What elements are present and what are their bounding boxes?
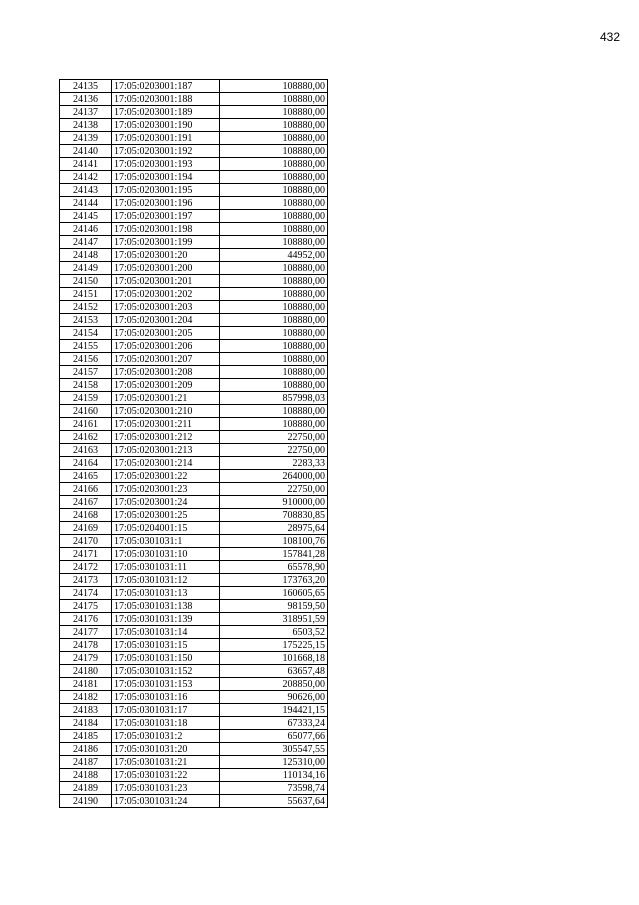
row-number-cell: 24186 bbox=[60, 743, 112, 756]
table-row bbox=[60, 340, 328, 353]
cadastral-number-cell: 17:05:0301031:139 bbox=[112, 613, 220, 626]
table-row bbox=[60, 405, 328, 418]
cadastral-value-cell: 194421,15 bbox=[220, 704, 328, 717]
cadastral-number-cell: 17:05:0203001:23 bbox=[112, 483, 220, 496]
cadastral-number-cell: 17:05:0203001:187 bbox=[112, 80, 220, 93]
cadastral-number-cell: 17:05:0301031:2 bbox=[112, 730, 220, 743]
table-row bbox=[60, 314, 328, 327]
cadastral-number-cell: 17:05:0301031:20 bbox=[112, 743, 220, 756]
table-row bbox=[60, 418, 328, 431]
cadastral-number-cell: 17:05:0203001:195 bbox=[112, 184, 220, 197]
row-number-cell: 24136 bbox=[60, 93, 112, 106]
cadastral-number-cell: 17:05:0203001:198 bbox=[112, 223, 220, 236]
row-number-cell: 24187 bbox=[60, 756, 112, 769]
table-row bbox=[60, 132, 328, 145]
row-number-cell: 24161 bbox=[60, 418, 112, 431]
row-number-cell: 24181 bbox=[60, 678, 112, 691]
row-number-cell: 24144 bbox=[60, 197, 112, 210]
table-row bbox=[60, 262, 328, 275]
row-number-cell: 24148 bbox=[60, 249, 112, 262]
cadastral-value-cell: 108880,00 bbox=[220, 184, 328, 197]
cadastral-value-cell: 6503,52 bbox=[220, 626, 328, 639]
cadastral-value-cell: 108880,00 bbox=[220, 314, 328, 327]
cadastral-number-cell: 17:05:0203001:20 bbox=[112, 249, 220, 262]
cadastral-number-cell: 17:05:0301031:12 bbox=[112, 574, 220, 587]
table-row bbox=[60, 535, 328, 548]
cadastral-value-table bbox=[59, 79, 328, 808]
table-row bbox=[60, 665, 328, 678]
cadastral-value-cell: 264000,00 bbox=[220, 470, 328, 483]
cadastral-number-cell: 17:05:0203001:194 bbox=[112, 171, 220, 184]
table-row bbox=[60, 301, 328, 314]
row-number-cell: 24170 bbox=[60, 535, 112, 548]
cadastral-value-cell: 108880,00 bbox=[220, 405, 328, 418]
cadastral-number-cell: 17:05:0203001:193 bbox=[112, 158, 220, 171]
cadastral-number-cell: 17:05:0203001:199 bbox=[112, 236, 220, 249]
cadastral-value-cell: 175225,15 bbox=[220, 639, 328, 652]
table-row bbox=[60, 327, 328, 340]
row-number-cell: 24135 bbox=[60, 80, 112, 93]
row-number-cell: 24180 bbox=[60, 665, 112, 678]
cadastral-number-cell: 17:05:0203001:24 bbox=[112, 496, 220, 509]
row-number-cell: 24183 bbox=[60, 704, 112, 717]
cadastral-value-cell: 108880,00 bbox=[220, 93, 328, 106]
table-row bbox=[60, 548, 328, 561]
cadastral-number-cell: 17:05:0301031:18 bbox=[112, 717, 220, 730]
cadastral-number-cell: 17:05:0301031:16 bbox=[112, 691, 220, 704]
row-number-cell: 24156 bbox=[60, 353, 112, 366]
cadastral-number-cell: 17:05:0301031:17 bbox=[112, 704, 220, 717]
row-number-cell: 24166 bbox=[60, 483, 112, 496]
row-number-cell: 24153 bbox=[60, 314, 112, 327]
cadastral-number-cell: 17:05:0203001:210 bbox=[112, 405, 220, 418]
cadastral-value-cell: 125310,00 bbox=[220, 756, 328, 769]
cadastral-number-cell: 17:05:0301031:14 bbox=[112, 626, 220, 639]
cadastral-value-cell: 108100,76 bbox=[220, 535, 328, 548]
cadastral-number-cell: 17:05:0301031:152 bbox=[112, 665, 220, 678]
table-row bbox=[60, 145, 328, 158]
row-number-cell: 24150 bbox=[60, 275, 112, 288]
cadastral-number-cell: 17:05:0204001:15 bbox=[112, 522, 220, 535]
cadastral-value-cell: 108880,00 bbox=[220, 132, 328, 145]
table-row bbox=[60, 743, 328, 756]
row-number-cell: 24164 bbox=[60, 457, 112, 470]
cadastral-value-cell: 101668,18 bbox=[220, 652, 328, 665]
table-row bbox=[60, 769, 328, 782]
table-row bbox=[60, 652, 328, 665]
table-row bbox=[60, 613, 328, 626]
table-row bbox=[60, 119, 328, 132]
cadastral-number-cell: 17:05:0203001:207 bbox=[112, 353, 220, 366]
cadastral-value-cell: 65077,66 bbox=[220, 730, 328, 743]
row-number-cell: 24173 bbox=[60, 574, 112, 587]
row-number-cell: 24172 bbox=[60, 561, 112, 574]
cadastral-number-cell: 17:05:0203001:205 bbox=[112, 327, 220, 340]
cadastral-value-cell: 157841,28 bbox=[220, 548, 328, 561]
table-row bbox=[60, 639, 328, 652]
cadastral-value-cell: 108880,00 bbox=[220, 301, 328, 314]
cadastral-number-cell: 17:05:0203001:204 bbox=[112, 314, 220, 327]
cadastral-value-cell: 173763,20 bbox=[220, 574, 328, 587]
table-row bbox=[60, 730, 328, 743]
cadastral-number-cell: 17:05:0203001:197 bbox=[112, 210, 220, 223]
cadastral-number-cell: 17:05:0203001:203 bbox=[112, 301, 220, 314]
table-row bbox=[60, 80, 328, 93]
row-number-cell: 24160 bbox=[60, 405, 112, 418]
cadastral-value-cell: 108880,00 bbox=[220, 262, 328, 275]
cadastral-number-cell: 17:05:0301031:150 bbox=[112, 652, 220, 665]
cadastral-value-cell: 108880,00 bbox=[220, 236, 328, 249]
cadastral-number-cell: 17:05:0301031:23 bbox=[112, 782, 220, 795]
table-row bbox=[60, 600, 328, 613]
row-number-cell: 24190 bbox=[60, 795, 112, 808]
row-number-cell: 24145 bbox=[60, 210, 112, 223]
cadastral-value-cell: 108880,00 bbox=[220, 418, 328, 431]
table-row bbox=[60, 522, 328, 535]
table-row bbox=[60, 574, 328, 587]
table-row bbox=[60, 379, 328, 392]
row-number-cell: 24138 bbox=[60, 119, 112, 132]
table-row bbox=[60, 392, 328, 405]
row-number-cell: 24174 bbox=[60, 587, 112, 600]
row-number-cell: 24155 bbox=[60, 340, 112, 353]
row-number-cell: 24188 bbox=[60, 769, 112, 782]
cadastral-number-cell: 17:05:0203001:214 bbox=[112, 457, 220, 470]
table-row bbox=[60, 678, 328, 691]
cadastral-value-cell: 108880,00 bbox=[220, 223, 328, 236]
cadastral-value-cell: 63657,48 bbox=[220, 665, 328, 678]
row-number-cell: 24139 bbox=[60, 132, 112, 145]
row-number-cell: 24171 bbox=[60, 548, 112, 561]
cadastral-number-cell: 17:05:0203001:201 bbox=[112, 275, 220, 288]
table-row bbox=[60, 782, 328, 795]
cadastral-number-cell: 17:05:0203001:213 bbox=[112, 444, 220, 457]
cadastral-number-cell: 17:05:0301031:10 bbox=[112, 548, 220, 561]
row-number-cell: 24141 bbox=[60, 158, 112, 171]
row-number-cell: 24143 bbox=[60, 184, 112, 197]
cadastral-number-cell: 17:05:0203001:21 bbox=[112, 392, 220, 405]
table-row bbox=[60, 366, 328, 379]
cadastral-value-cell: 22750,00 bbox=[220, 431, 328, 444]
cadastral-number-cell: 17:05:0203001:188 bbox=[112, 93, 220, 106]
table-row bbox=[60, 249, 328, 262]
cadastral-value-cell: 318951,59 bbox=[220, 613, 328, 626]
table-body bbox=[60, 80, 328, 808]
cadastral-number-cell: 17:05:0203001:202 bbox=[112, 288, 220, 301]
cadastral-value-cell: 108880,00 bbox=[220, 106, 328, 119]
row-number-cell: 24175 bbox=[60, 600, 112, 613]
table-row bbox=[60, 561, 328, 574]
table-row bbox=[60, 457, 328, 470]
cadastral-number-cell: 17:05:0301031:15 bbox=[112, 639, 220, 652]
cadastral-value-cell: 110134,16 bbox=[220, 769, 328, 782]
cadastral-value-cell: 65578,90 bbox=[220, 561, 328, 574]
cadastral-value-cell: 108880,00 bbox=[220, 145, 328, 158]
row-number-cell: 24179 bbox=[60, 652, 112, 665]
cadastral-number-cell: 17:05:0203001:191 bbox=[112, 132, 220, 145]
cadastral-number-cell: 17:05:0203001:200 bbox=[112, 262, 220, 275]
cadastral-number-cell: 17:05:0203001:206 bbox=[112, 340, 220, 353]
table-row bbox=[60, 353, 328, 366]
cadastral-value-cell: 108880,00 bbox=[220, 288, 328, 301]
row-number-cell: 24165 bbox=[60, 470, 112, 483]
row-number-cell: 24189 bbox=[60, 782, 112, 795]
cadastral-value-cell: 108880,00 bbox=[220, 340, 328, 353]
cadastral-number-cell: 17:05:0301031:153 bbox=[112, 678, 220, 691]
cadastral-value-cell: 67333,24 bbox=[220, 717, 328, 730]
row-number-cell: 24154 bbox=[60, 327, 112, 340]
table-row bbox=[60, 431, 328, 444]
cadastral-value-cell: 108880,00 bbox=[220, 119, 328, 132]
table-row bbox=[60, 184, 328, 197]
cadastral-value-cell: 55637,64 bbox=[220, 795, 328, 808]
cadastral-value-cell: 108880,00 bbox=[220, 171, 328, 184]
table-row bbox=[60, 587, 328, 600]
cadastral-value-cell: 98159,50 bbox=[220, 600, 328, 613]
row-number-cell: 24177 bbox=[60, 626, 112, 639]
cadastral-value-cell: 108880,00 bbox=[220, 353, 328, 366]
cadastral-value-cell: 305547,55 bbox=[220, 743, 328, 756]
row-number-cell: 24184 bbox=[60, 717, 112, 730]
table-row bbox=[60, 106, 328, 119]
cadastral-value-cell: 108880,00 bbox=[220, 210, 328, 223]
table-row bbox=[60, 470, 328, 483]
cadastral-value-cell: 208850,00 bbox=[220, 678, 328, 691]
cadastral-value-cell: 22750,00 bbox=[220, 483, 328, 496]
table-row bbox=[60, 197, 328, 210]
row-number-cell: 24163 bbox=[60, 444, 112, 457]
cadastral-value-cell: 28975,64 bbox=[220, 522, 328, 535]
cadastral-value-cell: 857998,03 bbox=[220, 392, 328, 405]
cadastral-number-cell: 17:05:0301031:22 bbox=[112, 769, 220, 782]
cadastral-number-cell: 17:05:0301031:1 bbox=[112, 535, 220, 548]
cadastral-value-cell: 160605,65 bbox=[220, 587, 328, 600]
table-row bbox=[60, 626, 328, 639]
table-row bbox=[60, 795, 328, 808]
row-number-cell: 24151 bbox=[60, 288, 112, 301]
row-number-cell: 24169 bbox=[60, 522, 112, 535]
row-number-cell: 24158 bbox=[60, 379, 112, 392]
table-row bbox=[60, 171, 328, 184]
table-row bbox=[60, 717, 328, 730]
cadastral-value-cell: 708830,85 bbox=[220, 509, 328, 522]
cadastral-number-cell: 17:05:0301031:138 bbox=[112, 600, 220, 613]
cadastral-number-cell: 17:05:0203001:189 bbox=[112, 106, 220, 119]
row-number-cell: 24137 bbox=[60, 106, 112, 119]
row-number-cell: 24147 bbox=[60, 236, 112, 249]
cadastral-value-cell: 910000,00 bbox=[220, 496, 328, 509]
row-number-cell: 24167 bbox=[60, 496, 112, 509]
cadastral-value-cell: 108880,00 bbox=[220, 80, 328, 93]
row-number-cell: 24157 bbox=[60, 366, 112, 379]
cadastral-number-cell: 17:05:0203001:190 bbox=[112, 119, 220, 132]
row-number-cell: 24140 bbox=[60, 145, 112, 158]
cadastral-value-cell: 44952,00 bbox=[220, 249, 328, 262]
cadastral-number-cell: 17:05:0203001:25 bbox=[112, 509, 220, 522]
cadastral-number-cell: 17:05:0301031:11 bbox=[112, 561, 220, 574]
row-number-cell: 24152 bbox=[60, 301, 112, 314]
row-number-cell: 24149 bbox=[60, 262, 112, 275]
cadastral-value-cell: 2283,33 bbox=[220, 457, 328, 470]
cadastral-value-cell: 108880,00 bbox=[220, 158, 328, 171]
row-number-cell: 24178 bbox=[60, 639, 112, 652]
table-row bbox=[60, 288, 328, 301]
cadastral-value-cell: 108880,00 bbox=[220, 327, 328, 340]
table-row bbox=[60, 704, 328, 717]
table-row bbox=[60, 756, 328, 769]
table-row bbox=[60, 236, 328, 249]
cadastral-number-cell: 17:05:0203001:22 bbox=[112, 470, 220, 483]
row-number-cell: 24146 bbox=[60, 223, 112, 236]
table-row bbox=[60, 444, 328, 457]
row-number-cell: 24182 bbox=[60, 691, 112, 704]
cadastral-number-cell: 17:05:0203001:209 bbox=[112, 379, 220, 392]
row-number-cell: 24159 bbox=[60, 392, 112, 405]
row-number-cell: 24162 bbox=[60, 431, 112, 444]
cadastral-number-cell: 17:05:0301031:13 bbox=[112, 587, 220, 600]
cadastral-number-cell: 17:05:0301031:21 bbox=[112, 756, 220, 769]
cadastral-number-cell: 17:05:0203001:192 bbox=[112, 145, 220, 158]
cadastral-number-cell: 17:05:0203001:211 bbox=[112, 418, 220, 431]
page-number: 432 bbox=[599, 30, 620, 44]
cadastral-value-cell: 108880,00 bbox=[220, 379, 328, 392]
table-row bbox=[60, 496, 328, 509]
row-number-cell: 24176 bbox=[60, 613, 112, 626]
row-number-cell: 24185 bbox=[60, 730, 112, 743]
cadastral-number-cell: 17:05:0301031:24 bbox=[112, 795, 220, 808]
table-row bbox=[60, 158, 328, 171]
cadastral-number-cell: 17:05:0203001:196 bbox=[112, 197, 220, 210]
cadastral-value-cell: 22750,00 bbox=[220, 444, 328, 457]
cadastral-value-cell: 108880,00 bbox=[220, 366, 328, 379]
table-row bbox=[60, 483, 328, 496]
cadastral-value-cell: 108880,00 bbox=[220, 275, 328, 288]
row-number-cell: 24142 bbox=[60, 171, 112, 184]
table-row bbox=[60, 691, 328, 704]
cadastral-value-cell: 90626,00 bbox=[220, 691, 328, 704]
table-row bbox=[60, 93, 328, 106]
table-row bbox=[60, 210, 328, 223]
table-row bbox=[60, 509, 328, 522]
cadastral-value-cell: 73598,74 bbox=[220, 782, 328, 795]
cadastral-value-cell: 108880,00 bbox=[220, 197, 328, 210]
table-row bbox=[60, 275, 328, 288]
cadastral-number-cell: 17:05:0203001:208 bbox=[112, 366, 220, 379]
table-row bbox=[60, 223, 328, 236]
cadastral-number-cell: 17:05:0203001:212 bbox=[112, 431, 220, 444]
row-number-cell: 24168 bbox=[60, 509, 112, 522]
